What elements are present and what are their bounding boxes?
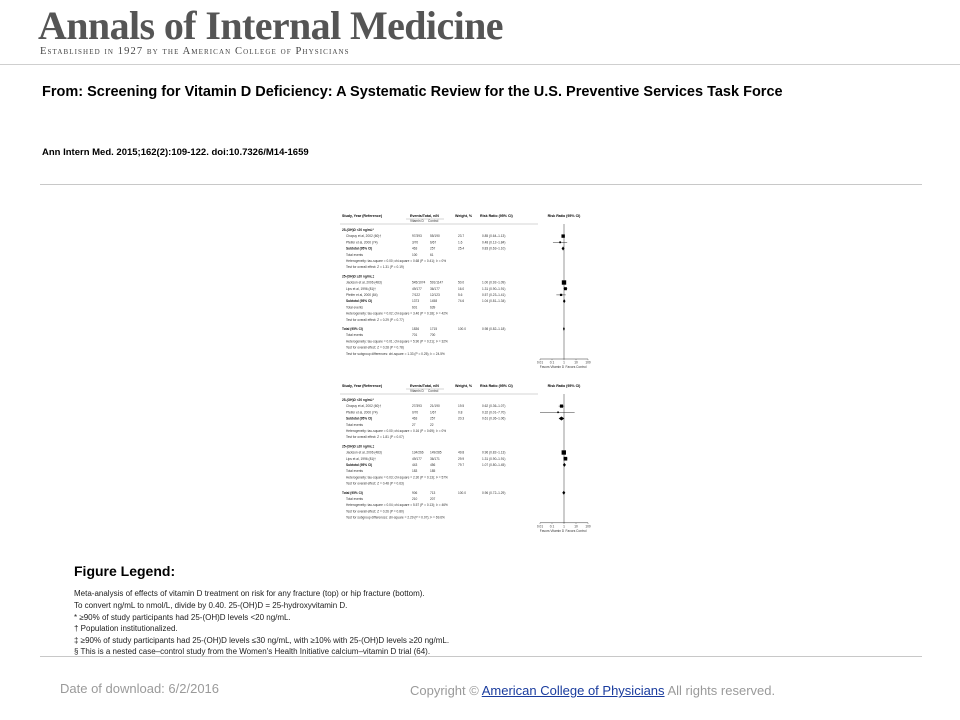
point-estimate-square — [560, 294, 562, 296]
row-weight: 0.8 — [458, 410, 463, 415]
row-events-vitamin-d: 0/70 — [412, 410, 419, 415]
point-estimate-square — [560, 405, 563, 408]
acp-link[interactable]: American College of Physicians — [481, 683, 665, 698]
point-estimate-square — [564, 287, 567, 290]
row-label: Total events — [346, 497, 364, 501]
row-events-control: 36/177 — [430, 286, 440, 291]
column-header-risk-ratio-plot: Risk Ratio (95% CI) — [547, 384, 581, 388]
row-risk-ratio: 0.48 (0.12–1.84) — [482, 240, 506, 245]
pooled-estimate-diamond — [563, 299, 566, 303]
legend-line: ‡ ≥90% of study participants had 25-(OH)D levels ≤30 ng/mL, with ≥10% with 25-(OH)D levels ≥20 ng/mL. — [74, 636, 450, 645]
row-weight: 100.0 — [458, 490, 466, 495]
column-header-control: Control — [428, 219, 439, 223]
row-weight: 23.7 — [458, 234, 465, 239]
row-risk-ratio: 0.96 (0.72–1.29) — [482, 490, 506, 495]
row-events-vitamin-d: 1373 — [412, 299, 420, 304]
row-risk-ratio: 1.00 (0.92–1.09) — [482, 280, 506, 285]
row-events-vitamin-d: 601 — [412, 305, 418, 310]
row-weight: 49.8 — [458, 450, 465, 455]
row-events-vitamin-d: 27/393 — [412, 404, 422, 409]
row-risk-ratio: 0.61 (0.36–1.06) — [482, 416, 506, 421]
row-risk-ratio: 0.96 (0.82–1.13) — [482, 450, 506, 455]
row-risk-ratio: 0.98 (0.82–1.18) — [482, 327, 506, 331]
row-label: Subtotal (95% CI) — [346, 416, 373, 421]
row-label: Total events — [346, 252, 364, 257]
row-weight: 50.0 — [458, 280, 465, 285]
row-weight: 5.6 — [458, 293, 463, 297]
header-divider — [0, 64, 960, 65]
row-label: Subtotal (95% CI) — [346, 299, 373, 304]
legend-line: To convert ng/mL to nmol/L, divide by 0.40. 25-(OH)D = 25-hydroxyvitamin D. — [74, 601, 348, 610]
column-header-risk-ratio-plot: Risk Ratio (95% CI) — [547, 214, 581, 218]
row-events-control: 713 — [430, 490, 436, 495]
point-estimate-square — [557, 411, 559, 413]
x-tick-label: 0.01 — [536, 360, 544, 365]
x-tick-label: 10 — [574, 524, 578, 529]
row-label: Heterogeneity: tau-square = 0.04; chi-square = 5.57 (P = 0.13); I² = 46% — [346, 503, 448, 508]
column-header-control: Control — [428, 389, 439, 393]
row-label: 25-(OH)D <20 ng/mL* — [342, 398, 374, 402]
row-events-vitamin-d: 49/177 — [412, 286, 422, 291]
pooled-estimate-diamond — [563, 463, 566, 467]
x-tick-label: 100 — [585, 524, 591, 529]
x-tick-label: 10 — [574, 360, 578, 365]
row-label: Test for overall effect: Z = 1.31 (P = 0.19) — [346, 265, 404, 270]
figure-divider-top — [40, 184, 922, 185]
legend-line: § This is a nested case–control study from the Women's Health Initiative calcium–vitamin D trial (64). — [74, 647, 431, 656]
row-events-vitamin-d: 906 — [412, 490, 418, 495]
column-header-vitamin-d: Vitamin D — [410, 219, 424, 223]
row-label: Chapuy et al, 2002 (60)† — [346, 404, 382, 409]
download-date: Date of download: 6/2/2016 — [60, 681, 220, 696]
row-risk-ratio: 0.57 (0.23–1.41) — [482, 293, 506, 297]
row-events-control: 185 — [430, 469, 436, 474]
row-label: 25-(OH)D ≥20 ng/mL‡ — [342, 444, 375, 449]
forest-plot-any-fracture — [340, 212, 590, 372]
x-tick-label: 1 — [563, 360, 565, 365]
row-risk-ratio: 0.62 (0.36–1.07) — [482, 404, 506, 409]
x-tick-label: 0.01 — [536, 524, 544, 529]
row-label: Total (95% CI) — [342, 490, 363, 495]
x-tick-label: 0.1 — [549, 360, 555, 365]
row-events-vitamin-d: 463 — [412, 416, 418, 421]
row-label: Test for overall effect: Z = 0.26 (P = 0.80) — [346, 509, 404, 514]
row-events-vitamin-d: 100 — [412, 252, 418, 257]
row-events-vitamin-d: 443 — [412, 463, 418, 467]
row-label: 25-(OH)D ≥20 ng/mL‡ — [342, 274, 375, 279]
favors-control-label: Favors Control — [565, 365, 587, 369]
row-label: Pfeifer et al, 2000 (84) — [346, 293, 378, 297]
row-label: Total (95% CI) — [342, 327, 363, 331]
row-label: Total events — [346, 333, 364, 338]
row-label: Subtotal (95% CI) — [346, 246, 373, 251]
row-events-control: 12/123 — [430, 293, 440, 297]
row-events-control: 700 — [430, 333, 436, 338]
figure-legend-title: Figure Legend: — [74, 563, 176, 579]
row-events-vitamin-d: 463 — [412, 246, 418, 251]
row-events-vitamin-d: 1836 — [412, 327, 420, 331]
column-header-risk-ratio: Risk Ratio (95% CI) — [480, 384, 513, 388]
row-label: Test for overall effect: Z = 0.48 (P = 0.63) — [346, 481, 404, 486]
row-events-vitamin-d: 97/393 — [412, 234, 422, 239]
row-events-vitamin-d: 3/70 — [412, 240, 419, 245]
row-events-vitamin-d: 210 — [412, 497, 418, 501]
row-label: Heterogeneity: tau-square = 0.02; chi-square = 3.46 (P = 0.18); I² = 42% — [346, 311, 448, 316]
row-events-control: 1/67 — [430, 410, 437, 415]
row-label: Test for overall effect: Z = 0.28 (P = 0.78) — [346, 345, 404, 350]
point-estimate-square — [561, 234, 564, 237]
row-label: Test for overall effect: Z = 0.29 (P = 0.77) — [346, 317, 404, 322]
row-events-vitamin-d: 27 — [412, 422, 416, 427]
column-header-events: Events/Total, n/N — [410, 214, 439, 218]
pooled-estimate-diamond — [559, 417, 565, 421]
row-events-control: 1715 — [430, 327, 438, 331]
row-weight: 19.5 — [458, 404, 465, 409]
column-header-risk-ratio: Risk Ratio (95% CI) — [480, 214, 513, 218]
favors-control-label: Favors Control — [565, 528, 587, 533]
article-citation: Ann Intern Med. 2015;162(2):109-122. doi:10.7326/M14-1659 — [42, 147, 309, 158]
column-header-events: Events/Total, n/N — [410, 384, 439, 388]
figure-divider-bottom — [40, 656, 922, 657]
row-risk-ratio: 1.31 (0.90–1.91) — [482, 286, 506, 291]
row-weight: 16.0 — [458, 286, 465, 291]
row-events-vitamin-d: 183 — [412, 469, 418, 474]
forest-plot-hip-fracture — [340, 382, 590, 542]
row-weight: 1.6 — [458, 240, 463, 245]
row-label: Lips et al, 1996 (81)† — [346, 286, 376, 291]
column-header-study: Study, Year (Reference) — [342, 214, 383, 218]
row-weight: 25.4 — [458, 246, 465, 251]
row-label: 25-(OH)D <20 ng/mL* — [342, 228, 374, 232]
row-label: Heterogeneity: tau-square = 0.00; chi-square = 0.68 (P = 0.41); I² = 0% — [346, 259, 447, 263]
column-header-study: Study, Year (Reference) — [342, 384, 383, 388]
row-weight: 79.7 — [458, 463, 465, 467]
row-label: Subtotal (95% CI) — [346, 463, 373, 467]
x-tick-label: 100 — [585, 360, 591, 365]
row-label: Lips et al, 1996 (81)† — [346, 456, 376, 461]
legend-line: Meta-analysis of effects of vitamin D treatment on risk for any fracture (top) or hip fracture (bottom). — [74, 589, 425, 598]
row-events-control: 21/190 — [430, 404, 440, 409]
row-events-vitamin-d: 7/122 — [412, 293, 420, 297]
row-risk-ratio: 0.83 (0.63–1.10) — [482, 246, 506, 251]
row-label: Test for subgroup differences: chi-square = 1.33 (P = 0.25); I² = 24.5% — [346, 351, 445, 356]
row-events-control: 22 — [430, 422, 434, 427]
row-risk-ratio: 0.32 (0.01–7.70) — [482, 410, 506, 415]
column-header-vitamin-d: Vitamin D — [410, 389, 424, 393]
legend-line: * ≥90% of study participants had 25-(OH)D levels <20 ng/mL. — [74, 613, 291, 622]
row-label: Total events — [346, 305, 364, 310]
row-label: Total events — [346, 469, 364, 474]
row-label: Total events — [346, 422, 364, 427]
row-events-control: 591/1147 — [430, 280, 444, 285]
row-label: Pfeifer et al, 2000 (74) — [346, 410, 378, 415]
row-events-vitamin-d: 545/1074 — [412, 280, 426, 285]
row-events-control: 257 — [430, 416, 436, 421]
row-events-control: 149/285 — [430, 450, 442, 455]
journal-tagline: Established in 1927 by the American College of Physicians — [40, 46, 350, 57]
row-events-vitamin-d: 701 — [412, 333, 418, 338]
row-events-control: 456 — [430, 463, 436, 467]
row-weight: 100.0 — [458, 327, 466, 331]
journal-logo: Annals of Internal Medicine — [38, 3, 503, 48]
row-events-control: 207 — [430, 497, 436, 501]
favors-vitamin-d-label: Favors Vitamin D — [539, 365, 565, 369]
column-header-weight: Weight, % — [455, 214, 473, 218]
row-label: Test for subgroup differences: chi-square = 2.29 (P = 0.07); I² = 69.6% — [346, 515, 445, 520]
row-weight: 29.9 — [458, 456, 465, 461]
copyright-prefix: Copyright © — [410, 683, 482, 698]
row-risk-ratio: 1.04 (0.81–1.34) — [482, 299, 506, 304]
row-label: Pfeifer et al, 2000 (74) — [346, 240, 378, 245]
favors-vitamin-d-label: Favors Vitamin D — [539, 528, 565, 533]
row-risk-ratio: 1.07 (0.80–1.45) — [482, 463, 506, 467]
copyright-notice — [410, 683, 775, 698]
article-title: From: Screening for Vitamin D Deficiency: A Systematic Review for the U.S. Preventive Services Task Force — [42, 84, 783, 100]
row-events-control: 1458 — [430, 299, 438, 304]
row-events-control: 6/67 — [430, 240, 437, 245]
copyright-suffix: All rights reserved. — [664, 683, 776, 698]
row-events-control: 61 — [430, 252, 434, 257]
legend-line: † Population institutionalized. — [74, 624, 178, 633]
row-events-control: 639 — [430, 305, 436, 310]
x-tick-label: 0.1 — [549, 524, 555, 529]
point-estimate-square — [562, 450, 566, 454]
row-label: Heterogeneity: tau-square = 0.03; chi-square = 2.30 (P = 0.13); I² = 57% — [346, 475, 448, 480]
row-events-vitamin-d: 134/266 — [412, 450, 424, 455]
point-estimate-square — [559, 241, 561, 243]
row-label: Jackson et al, 2006 (483) — [346, 280, 382, 285]
column-header-weight: Weight, % — [455, 384, 473, 388]
row-risk-ratio: 0.85 (0.64–1.13) — [482, 234, 506, 239]
row-events-control: 55/190 — [430, 234, 440, 239]
row-label: Chapuy et al, 2002 (60)† — [346, 234, 382, 239]
row-events-vitamin-d: 49/177 — [412, 456, 422, 461]
row-events-control: 36/171 — [430, 456, 440, 461]
row-label: Heterogeneity: tau-square = 0.00; chi-square = 0.16 (P = 0.69); I² = 0% — [346, 429, 447, 433]
row-label: Test for overall effect: Z = 1.81 (P = 0.07) — [346, 435, 404, 440]
row-weight: 74.6 — [458, 299, 465, 304]
row-label: Heterogeneity: tau-square = 0.01; chi-square = 5.90 (P = 0.21); I² = 32% — [346, 339, 448, 344]
row-weight: 20.3 — [458, 416, 465, 421]
row-events-control: 257 — [430, 246, 436, 251]
row-label: Jackson et al, 2006 (483) — [346, 450, 382, 455]
row-risk-ratio: 1.31 (0.90–1.91) — [482, 456, 506, 461]
x-tick-label: 1 — [563, 524, 565, 529]
